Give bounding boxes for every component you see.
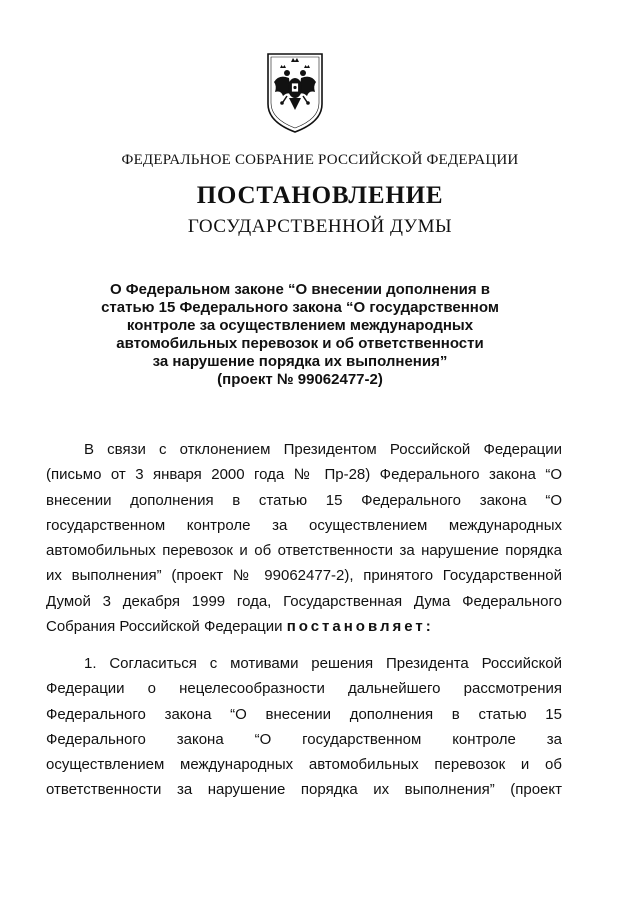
law-title-line: автомобильных перевозок и об ответственности xyxy=(116,335,484,352)
paragraph-line: Федерации о нецелесообразности дальнейшего рассмотрения xyxy=(46,680,562,698)
paragraph-preamble xyxy=(46,437,562,639)
paragraph-line: Федерального закона “О государственном контроле за xyxy=(46,730,562,748)
paragraph-line: 1. Согласиться с мотивами решения Президента Российской xyxy=(84,655,562,672)
paragraph-line: В связи с отклонением Президентом Российской Федерации xyxy=(84,441,562,458)
paragraph-line: внесении дополнения в статью 15 Федерального закона “О xyxy=(46,491,562,509)
paragraph-line: (письмо от 3 января 2000 года № Пр-28) Федерального закона “О xyxy=(46,466,562,484)
paragraph-line-text: Собрания Российской Федерации xyxy=(46,618,283,636)
paragraph-line: Федерального закона “О внесении дополнения в статью 15 xyxy=(46,705,562,723)
law-title-line: за нарушение порядка их выполнения” xyxy=(152,353,448,370)
coat-of-arms-emblem xyxy=(265,52,325,134)
document-title: ПОСТАНОВЛЕНИЕ xyxy=(196,182,444,209)
law-title-block xyxy=(90,281,510,389)
paragraph-item-1 xyxy=(46,651,562,803)
paragraph-line: ответственности за нарушение порядка их выполнения” (проект xyxy=(46,781,562,799)
law-title-line: (проект № 99062477-2) xyxy=(217,371,383,388)
law-title-line: контроле за осуществлением международных xyxy=(126,317,474,334)
law-title-line: статью 15 Федерального закона “О государственном xyxy=(101,299,499,316)
document-subtitle: ГОСУДАРСТВЕННОЙ ДУМЫ xyxy=(187,216,453,237)
decree-word: постановляет: xyxy=(286,618,434,636)
assembly-heading: ФЕДЕРАЛЬНОЕ СОБРАНИЕ РОССИЙСКОЙ ФЕДЕРАЦИИ xyxy=(121,152,519,168)
paragraph-line: автомобильных перевозок и об ответственности за нарушение порядка xyxy=(46,542,562,560)
law-title-line: О Федеральном законе “О внесении дополнения в xyxy=(109,281,491,298)
paragraph-line: Думой 3 декабря 1999 года, Государственная Дума Федерального xyxy=(46,592,562,610)
paragraph-line: их выполнения” (проект № 99062477-2), принятого Государственной xyxy=(46,567,562,585)
paragraph-last-line xyxy=(46,614,562,639)
paragraph-line: государственном контроле за осуществлением международных xyxy=(46,516,562,534)
paragraph-line: осуществлением международных автомобильных перевозок и об xyxy=(46,756,562,774)
